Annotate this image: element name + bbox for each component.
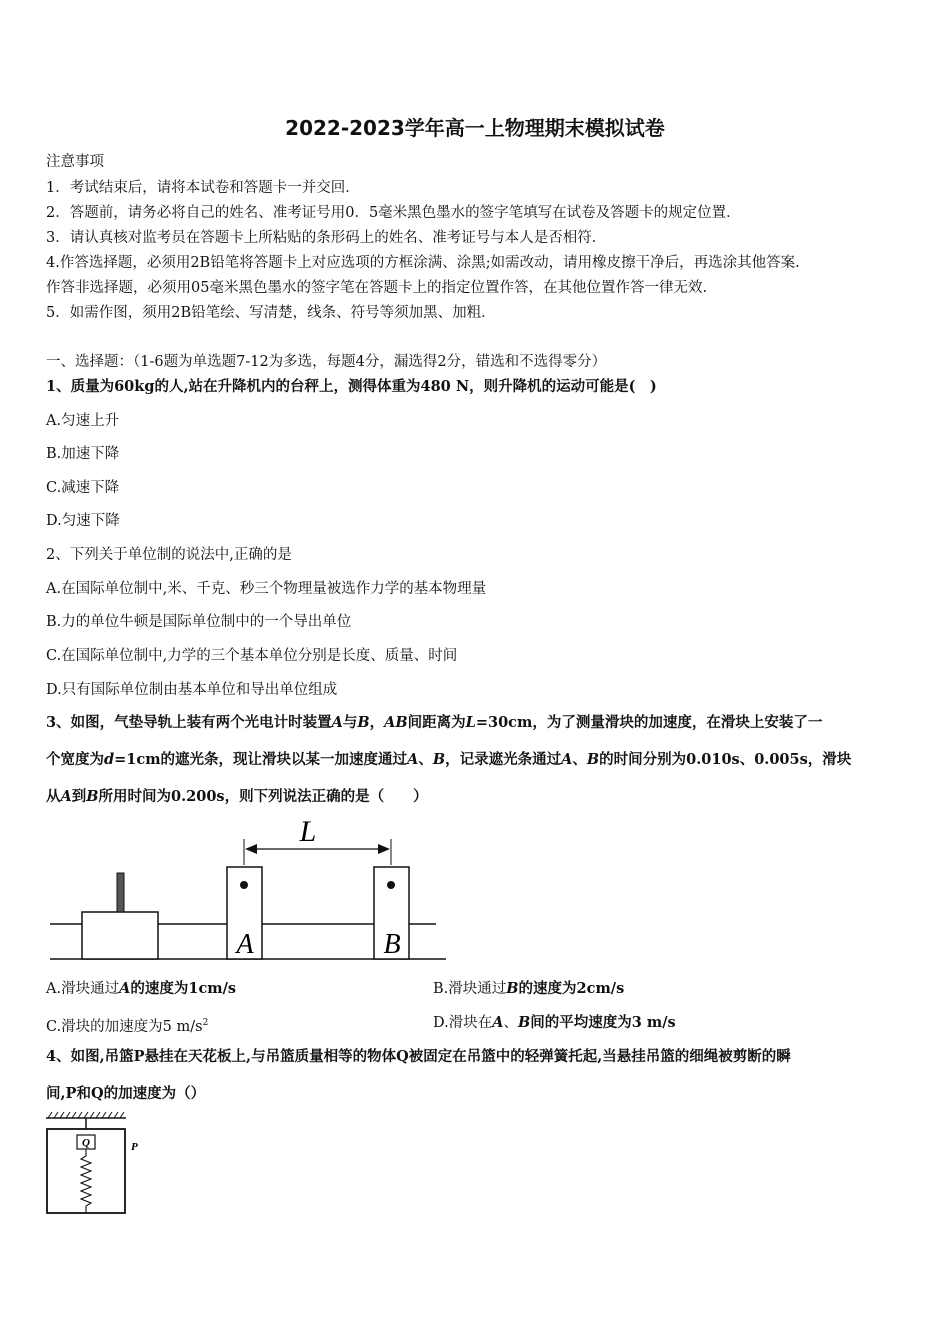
shading-strip: [117, 873, 124, 912]
basket-figure: [40, 1110, 150, 1220]
question-2-stem: 2、下列关于单位制的说法中,正确的是: [46, 547, 292, 563]
q1-option-b: B.加速下降: [46, 446, 120, 462]
q2-option-c: C.在国际单位制中,力学的三个基本单位分别是长度、质量、时间: [46, 648, 458, 664]
slider-block: [82, 912, 158, 959]
question-4-line-2: 间,P和Q的加速度为（）: [46, 1085, 206, 1102]
ceiling-hatching: [48, 1112, 124, 1118]
q3-option-b: B.滑块通过B的速度为2cm/s: [433, 980, 625, 997]
notice-item: 5．如需作图，须用2B铅笔绘、写清楚，线条、符号等须加黑、加粗．: [46, 305, 496, 321]
q1-option-d: D.匀速下降: [46, 513, 120, 529]
label-A: A: [236, 929, 254, 960]
label-P: P: [131, 1141, 138, 1153]
question-1-stem: 1、质量为60kg的人,站在升降机内的台秤上，测得体重为480 N，则升降机的运动可能是( ): [46, 378, 657, 395]
page-title: 2022-2023学年高一上物理期末模拟试卷: [285, 116, 665, 140]
dimension-arrow-right: [378, 844, 390, 854]
q2-option-d: D.只有国际单位制由基本单位和导出单位组成: [46, 682, 338, 698]
q3-option-d: D.滑块在A、B间的平均速度为3 m/s: [433, 1014, 676, 1031]
label-Q: Q: [82, 1137, 90, 1149]
notice-item: 3．请认真核对监考员在答题卡上所粘贴的条形码上的姓名、准考证号与本人是否相符．: [46, 230, 607, 246]
section-heading: 一、选择题：（1-6题为单选题7-12为多选，每题4分，漏选得2分，错选和不选得零分）: [46, 354, 607, 370]
question-4-line-1: 4、如图,吊篮P悬挂在天花板上,与吊篮质量相等的物体Q被固定在吊篮中的轻弹簧托起,当悬挂吊篮的细绳被剪断的瞬: [46, 1048, 791, 1065]
q1-option-a: A.匀速上升: [46, 413, 120, 429]
label-L: L: [299, 815, 317, 848]
q3-option-a: A.滑块通过A的速度为1cm/s: [46, 980, 237, 997]
notice-item: 1．考试结束后，请将本试卷和答题卡一并交回．: [46, 180, 360, 196]
dimension-arrow-left: [245, 844, 257, 854]
question-3-line-1: 3、如图，气垫导轨上装有两个光电计时装置A与B，AB间距离为L=30cm，为了测量滑块的加速度，在滑块上安装了一: [46, 714, 823, 731]
label-B: B: [383, 929, 401, 960]
photogate-b-dot: [387, 881, 395, 889]
question-3-line-2: 个宽度为d=1cm的遮光条，现让滑块以某一加速度通过A、B，记录遮光条通过A、B的时间分别为0.010s、0.005s，滑块: [46, 751, 852, 768]
notice-item: 4.作答选择题，必须用2B铅笔将答题卡上对应选项的方框涂满、涂黑;如需改动，请用橡皮擦干净后，再选涂其他答案.: [46, 255, 800, 271]
notice-heading: 注意事项: [46, 154, 104, 170]
notice-item: 作答非选择题，必须用05毫米黑色墨水的签字笔在答题卡上的指定位置作答，在其他位置作答一律无效.: [46, 280, 708, 296]
question-3-line-3: 从A到B所用时间为0.200s，则下列说法正确的是（ ）: [46, 788, 428, 805]
notice-item: 2．答题前，请务必将自己的姓名、准考证号用0．5毫米黑色墨水的签字笔填写在试卷及答题卡的规定位置．: [46, 205, 741, 221]
photogate-a-dot: [240, 881, 248, 889]
air-track-figure: [46, 815, 446, 965]
q2-option-a: A.在国际单位制中,米、千克、秒三个物理量被选作力学的基本物理量: [46, 581, 487, 597]
q1-option-c: C.减速下降: [46, 480, 120, 496]
q2-option-b: B.力的单位牛顿是国际单位制中的一个导出单位: [46, 614, 352, 630]
q3-option-c: C.滑块的加速度为5 $m/s^2$: [46, 1018, 209, 1035]
